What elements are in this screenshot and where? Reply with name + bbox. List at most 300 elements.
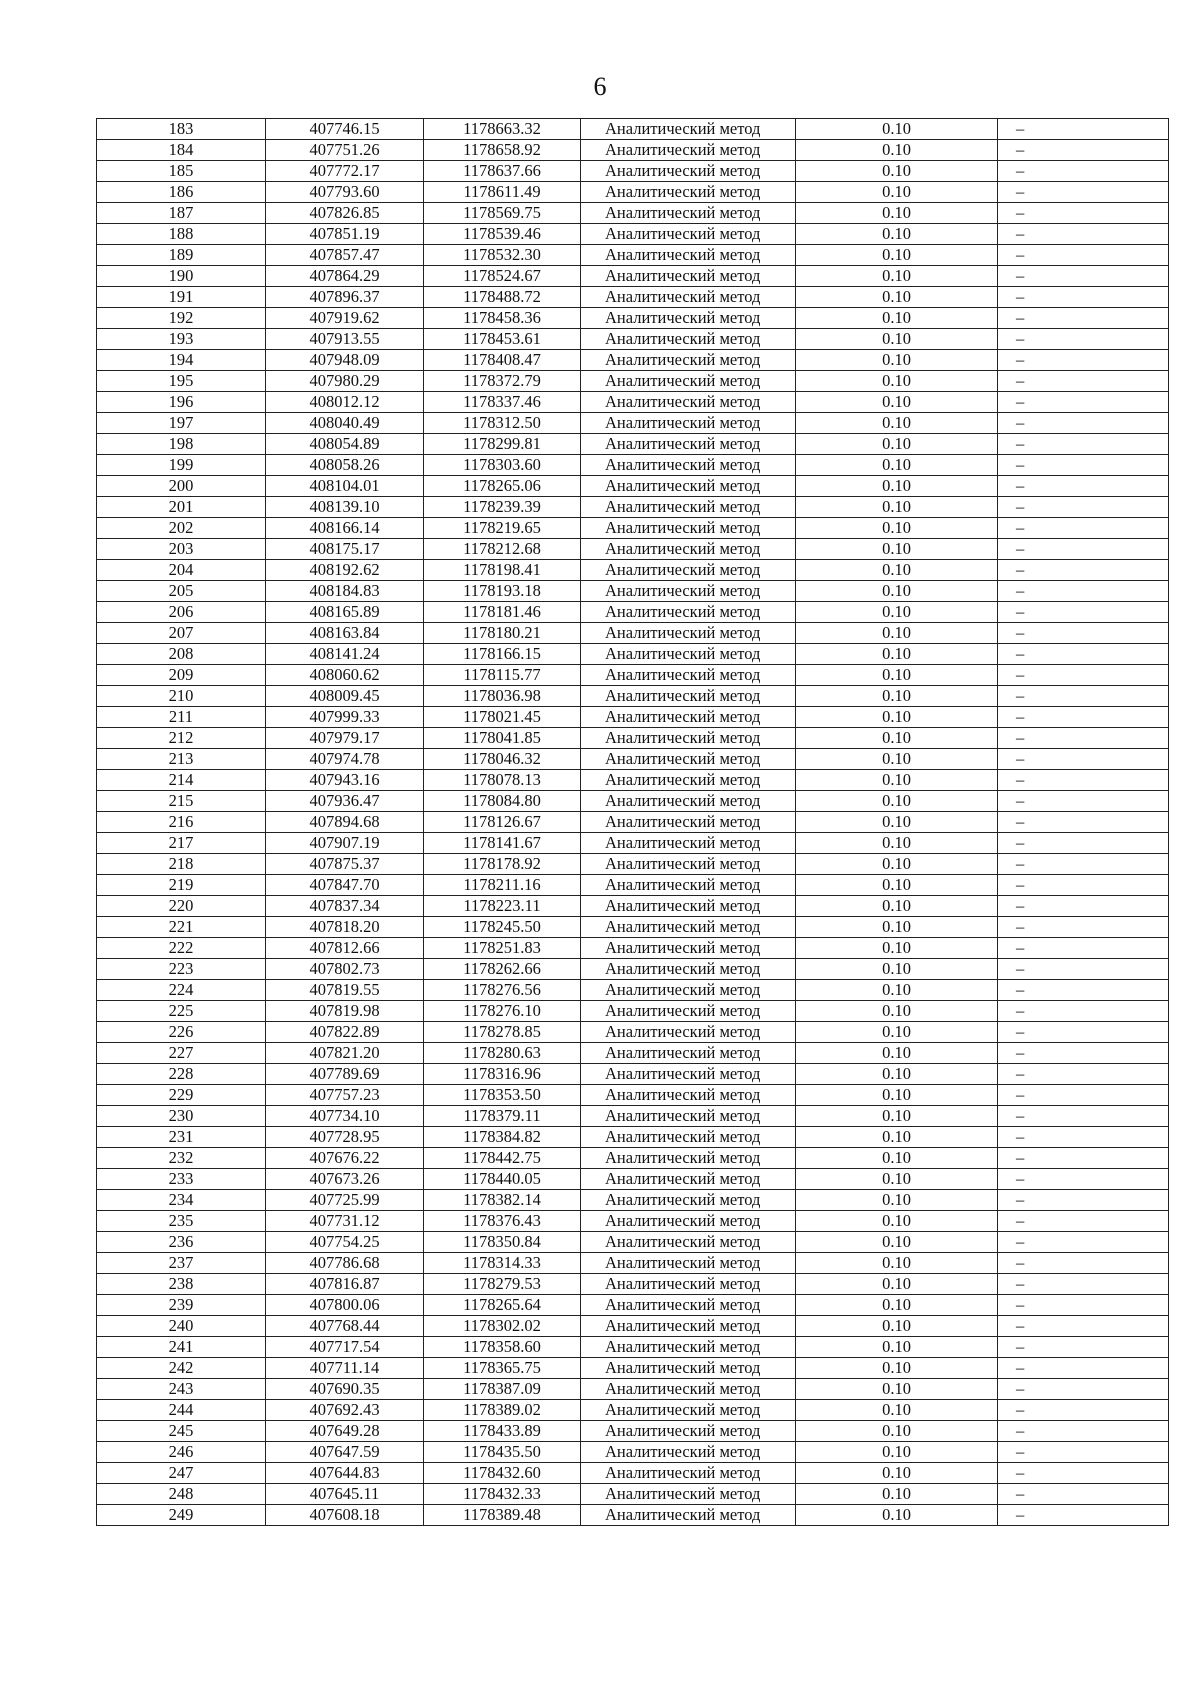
method-cell: Аналитический метод (581, 749, 796, 770)
x-coordinate-cell: 407826.85 (266, 203, 424, 224)
y-coordinate-cell: 1178262.66 (424, 959, 581, 980)
accuracy-cell: 0.10 (796, 770, 998, 791)
x-coordinate-cell: 407692.43 (266, 1400, 424, 1421)
y-coordinate-cell: 1178389.48 (424, 1505, 581, 1526)
y-coordinate-cell: 1178524.67 (424, 266, 581, 287)
point-number-cell: 246 (97, 1442, 266, 1463)
method-cell: Аналитический метод (581, 329, 796, 350)
note-cell: – (998, 917, 1169, 938)
table-row (97, 770, 1169, 791)
point-number-cell: 237 (97, 1253, 266, 1274)
accuracy-cell: 0.10 (796, 1043, 998, 1064)
y-coordinate-cell: 1178223.11 (424, 896, 581, 917)
table-row (97, 413, 1169, 434)
y-coordinate-cell: 1178312.50 (424, 413, 581, 434)
y-coordinate-cell: 1178212.68 (424, 539, 581, 560)
y-coordinate-cell: 1178379.11 (424, 1106, 581, 1127)
x-coordinate-cell: 407819.55 (266, 980, 424, 1001)
note-cell: – (998, 1505, 1169, 1526)
point-number-cell: 218 (97, 854, 266, 875)
x-coordinate-cell: 407857.47 (266, 245, 424, 266)
accuracy-cell: 0.10 (796, 917, 998, 938)
table-row (97, 392, 1169, 413)
point-number-cell: 183 (97, 119, 266, 140)
method-cell: Аналитический метод (581, 1232, 796, 1253)
point-number-cell: 228 (97, 1064, 266, 1085)
accuracy-cell: 0.10 (796, 749, 998, 770)
accuracy-cell: 0.10 (796, 959, 998, 980)
note-cell: – (998, 833, 1169, 854)
accuracy-cell: 0.10 (796, 1505, 998, 1526)
table-row (97, 1106, 1169, 1127)
point-number-cell: 239 (97, 1295, 266, 1316)
method-cell: Аналитический метод (581, 1505, 796, 1526)
method-cell: Аналитический метод (581, 644, 796, 665)
point-number-cell: 243 (97, 1379, 266, 1400)
table-row (97, 980, 1169, 1001)
accuracy-cell: 0.10 (796, 1358, 998, 1379)
note-cell: – (998, 287, 1169, 308)
table-row (97, 791, 1169, 812)
table-row (97, 875, 1169, 896)
accuracy-cell: 0.10 (796, 434, 998, 455)
accuracy-cell: 0.10 (796, 1169, 998, 1190)
accuracy-cell: 0.10 (796, 1253, 998, 1274)
table-row (97, 476, 1169, 497)
note-cell: – (998, 581, 1169, 602)
point-number-cell: 194 (97, 350, 266, 371)
point-number-cell: 207 (97, 623, 266, 644)
note-cell: – (998, 1358, 1169, 1379)
method-cell: Аналитический метод (581, 308, 796, 329)
y-coordinate-cell: 1178384.82 (424, 1127, 581, 1148)
point-number-cell: 236 (97, 1232, 266, 1253)
method-cell: Аналитический метод (581, 833, 796, 854)
note-cell: – (998, 1316, 1169, 1337)
note-cell: – (998, 161, 1169, 182)
note-cell: – (998, 980, 1169, 1001)
table-row (97, 1274, 1169, 1295)
table-row (97, 1400, 1169, 1421)
method-cell: Аналитический метод (581, 1211, 796, 1232)
y-coordinate-cell: 1178211.16 (424, 875, 581, 896)
accuracy-cell: 0.10 (796, 602, 998, 623)
y-coordinate-cell: 1178046.32 (424, 749, 581, 770)
table-row (97, 182, 1169, 203)
y-coordinate-cell: 1178279.53 (424, 1274, 581, 1295)
method-cell: Аналитический метод (581, 1190, 796, 1211)
accuracy-cell: 0.10 (796, 1316, 998, 1337)
y-coordinate-cell: 1178303.60 (424, 455, 581, 476)
table-row (97, 560, 1169, 581)
table-row (97, 1085, 1169, 1106)
method-cell: Аналитический метод (581, 287, 796, 308)
note-cell: – (998, 497, 1169, 518)
point-number-cell: 211 (97, 707, 266, 728)
method-cell: Аналитический метод (581, 938, 796, 959)
point-number-cell: 192 (97, 308, 266, 329)
note-cell: – (998, 1253, 1169, 1274)
note-cell: – (998, 1232, 1169, 1253)
point-number-cell: 202 (97, 518, 266, 539)
point-number-cell: 197 (97, 413, 266, 434)
point-number-cell: 233 (97, 1169, 266, 1190)
point-number-cell: 213 (97, 749, 266, 770)
y-coordinate-cell: 1178193.18 (424, 581, 581, 602)
point-number-cell: 185 (97, 161, 266, 182)
note-cell: – (998, 1169, 1169, 1190)
x-coordinate-cell: 407772.17 (266, 161, 424, 182)
table-row (97, 938, 1169, 959)
note-cell: – (998, 770, 1169, 791)
y-coordinate-cell: 1178637.66 (424, 161, 581, 182)
point-number-cell: 201 (97, 497, 266, 518)
note-cell: – (998, 1379, 1169, 1400)
accuracy-cell: 0.10 (796, 980, 998, 1001)
method-cell: Аналитический метод (581, 1106, 796, 1127)
note-cell: – (998, 1001, 1169, 1022)
table-row (97, 1211, 1169, 1232)
x-coordinate-cell: 408141.24 (266, 644, 424, 665)
accuracy-cell: 0.10 (796, 1295, 998, 1316)
x-coordinate-cell: 407734.10 (266, 1106, 424, 1127)
table-row (97, 665, 1169, 686)
method-cell: Аналитический метод (581, 1148, 796, 1169)
y-coordinate-cell: 1178115.77 (424, 665, 581, 686)
y-coordinate-cell: 1178440.05 (424, 1169, 581, 1190)
method-cell: Аналитический метод (581, 266, 796, 287)
point-number-cell: 203 (97, 539, 266, 560)
x-coordinate-cell: 407847.70 (266, 875, 424, 896)
note-cell: – (998, 350, 1169, 371)
method-cell: Аналитический метод (581, 224, 796, 245)
method-cell: Аналитический метод (581, 1421, 796, 1442)
table-row (97, 1064, 1169, 1085)
note-cell: – (998, 203, 1169, 224)
x-coordinate-cell: 407676.22 (266, 1148, 424, 1169)
point-number-cell: 196 (97, 392, 266, 413)
accuracy-cell: 0.10 (796, 1022, 998, 1043)
note-cell: – (998, 1211, 1169, 1232)
method-cell: Аналитический метод (581, 686, 796, 707)
x-coordinate-cell: 408009.45 (266, 686, 424, 707)
x-coordinate-cell: 407864.29 (266, 266, 424, 287)
table-row (97, 1022, 1169, 1043)
x-coordinate-cell: 407768.44 (266, 1316, 424, 1337)
method-cell: Аналитический метод (581, 1442, 796, 1463)
point-number-cell: 187 (97, 203, 266, 224)
page-number: 6 (593, 72, 607, 101)
x-coordinate-cell: 407936.47 (266, 791, 424, 812)
accuracy-cell: 0.10 (796, 1127, 998, 1148)
note-cell: – (998, 896, 1169, 917)
x-coordinate-cell: 407800.06 (266, 1295, 424, 1316)
y-coordinate-cell: 1178382.14 (424, 1190, 581, 1211)
point-number-cell: 227 (97, 1043, 266, 1064)
y-coordinate-cell: 1178442.75 (424, 1148, 581, 1169)
note-cell: – (998, 1127, 1169, 1148)
accuracy-cell: 0.10 (796, 287, 998, 308)
accuracy-cell: 0.10 (796, 350, 998, 371)
note-cell: – (998, 791, 1169, 812)
point-number-cell: 223 (97, 959, 266, 980)
point-number-cell: 199 (97, 455, 266, 476)
point-number-cell: 235 (97, 1211, 266, 1232)
accuracy-cell: 0.10 (796, 1211, 998, 1232)
method-cell: Аналитический метод (581, 1316, 796, 1337)
table-row (97, 161, 1169, 182)
note-cell: – (998, 224, 1169, 245)
x-coordinate-cell: 407802.73 (266, 959, 424, 980)
method-cell: Аналитический метод (581, 1295, 796, 1316)
x-coordinate-cell: 407979.17 (266, 728, 424, 749)
y-coordinate-cell: 1178302.02 (424, 1316, 581, 1337)
accuracy-cell: 0.10 (796, 518, 998, 539)
note-cell: – (998, 1148, 1169, 1169)
coordinates-table-body (97, 119, 1169, 1526)
note-cell: – (998, 266, 1169, 287)
table-row (97, 1484, 1169, 1505)
method-cell: Аналитический метод (581, 518, 796, 539)
note-cell: – (998, 1064, 1169, 1085)
method-cell: Аналитический метод (581, 959, 796, 980)
table-row (97, 434, 1169, 455)
x-coordinate-cell: 408012.12 (266, 392, 424, 413)
y-coordinate-cell: 1178245.50 (424, 917, 581, 938)
table-row (97, 1295, 1169, 1316)
method-cell: Аналитический метод (581, 392, 796, 413)
accuracy-cell: 0.10 (796, 455, 998, 476)
x-coordinate-cell: 407980.29 (266, 371, 424, 392)
point-number-cell: 217 (97, 833, 266, 854)
table-row (97, 329, 1169, 350)
method-cell: Аналитический метод (581, 1022, 796, 1043)
accuracy-cell: 0.10 (796, 497, 998, 518)
point-number-cell: 229 (97, 1085, 266, 1106)
y-coordinate-cell: 1178251.83 (424, 938, 581, 959)
note-cell: – (998, 518, 1169, 539)
note-cell: – (998, 371, 1169, 392)
point-number-cell: 204 (97, 560, 266, 581)
table-row (97, 245, 1169, 266)
table-row (97, 812, 1169, 833)
y-coordinate-cell: 1178280.63 (424, 1043, 581, 1064)
table-row (97, 308, 1169, 329)
accuracy-cell: 0.10 (796, 1442, 998, 1463)
y-coordinate-cell: 1178198.41 (424, 560, 581, 581)
x-coordinate-cell: 407999.33 (266, 707, 424, 728)
y-coordinate-cell: 1178350.84 (424, 1232, 581, 1253)
x-coordinate-cell: 407896.37 (266, 287, 424, 308)
note-cell: – (998, 1085, 1169, 1106)
method-cell: Аналитический метод (581, 1379, 796, 1400)
table-row (97, 707, 1169, 728)
point-number-cell: 245 (97, 1421, 266, 1442)
table-row (97, 581, 1169, 602)
note-cell: – (998, 854, 1169, 875)
table-row (97, 518, 1169, 539)
y-coordinate-cell: 1178041.85 (424, 728, 581, 749)
point-number-cell: 188 (97, 224, 266, 245)
method-cell: Аналитический метод (581, 1043, 796, 1064)
accuracy-cell: 0.10 (796, 854, 998, 875)
point-number-cell: 214 (97, 770, 266, 791)
note-cell: – (998, 1400, 1169, 1421)
point-number-cell: 230 (97, 1106, 266, 1127)
note-cell: – (998, 644, 1169, 665)
point-number-cell: 225 (97, 1001, 266, 1022)
method-cell: Аналитический метод (581, 161, 796, 182)
method-cell: Аналитический метод (581, 896, 796, 917)
x-coordinate-cell: 407673.26 (266, 1169, 424, 1190)
point-number-cell: 209 (97, 665, 266, 686)
y-coordinate-cell: 1178078.13 (424, 770, 581, 791)
x-coordinate-cell: 408104.01 (266, 476, 424, 497)
y-coordinate-cell: 1178314.33 (424, 1253, 581, 1274)
accuracy-cell: 0.10 (796, 1484, 998, 1505)
table-row (97, 1421, 1169, 1442)
x-coordinate-cell: 408139.10 (266, 497, 424, 518)
table-row (97, 1463, 1169, 1484)
accuracy-cell: 0.10 (796, 119, 998, 140)
table-row (97, 1442, 1169, 1463)
x-coordinate-cell: 407786.68 (266, 1253, 424, 1274)
y-coordinate-cell: 1178276.10 (424, 1001, 581, 1022)
x-coordinate-cell: 408184.83 (266, 581, 424, 602)
x-coordinate-cell: 407913.55 (266, 329, 424, 350)
method-cell: Аналитический метод (581, 350, 796, 371)
y-coordinate-cell: 1178178.92 (424, 854, 581, 875)
y-coordinate-cell: 1178663.32 (424, 119, 581, 140)
table-row (97, 917, 1169, 938)
point-number-cell: 221 (97, 917, 266, 938)
x-coordinate-cell: 408192.62 (266, 560, 424, 581)
point-number-cell: 240 (97, 1316, 266, 1337)
point-number-cell: 205 (97, 581, 266, 602)
accuracy-cell: 0.10 (796, 1064, 998, 1085)
note-cell: – (998, 140, 1169, 161)
x-coordinate-cell: 407789.69 (266, 1064, 424, 1085)
method-cell: Аналитический метод (581, 119, 796, 140)
x-coordinate-cell: 407822.89 (266, 1022, 424, 1043)
method-cell: Аналитический метод (581, 434, 796, 455)
x-coordinate-cell: 407647.59 (266, 1442, 424, 1463)
accuracy-cell: 0.10 (796, 203, 998, 224)
method-cell: Аналитический метод (581, 140, 796, 161)
table-row (97, 1127, 1169, 1148)
point-number-cell: 191 (97, 287, 266, 308)
accuracy-cell: 0.10 (796, 161, 998, 182)
x-coordinate-cell: 407608.18 (266, 1505, 424, 1526)
table-row (97, 1505, 1169, 1526)
y-coordinate-cell: 1178239.39 (424, 497, 581, 518)
point-number-cell: 210 (97, 686, 266, 707)
accuracy-cell: 0.10 (796, 644, 998, 665)
x-coordinate-cell: 408040.49 (266, 413, 424, 434)
table-row (97, 896, 1169, 917)
point-number-cell: 248 (97, 1484, 266, 1505)
note-cell: – (998, 434, 1169, 455)
method-cell: Аналитический метод (581, 539, 796, 560)
x-coordinate-cell: 407812.66 (266, 938, 424, 959)
method-cell: Аналитический метод (581, 581, 796, 602)
y-coordinate-cell: 1178299.81 (424, 434, 581, 455)
x-coordinate-cell: 407728.95 (266, 1127, 424, 1148)
point-number-cell: 222 (97, 938, 266, 959)
table-row (97, 728, 1169, 749)
note-cell: – (998, 812, 1169, 833)
note-cell: – (998, 707, 1169, 728)
note-cell: – (998, 959, 1169, 980)
accuracy-cell: 0.10 (796, 539, 998, 560)
accuracy-cell: 0.10 (796, 896, 998, 917)
y-coordinate-cell: 1178358.60 (424, 1337, 581, 1358)
table-row (97, 959, 1169, 980)
accuracy-cell: 0.10 (796, 1148, 998, 1169)
y-coordinate-cell: 1178126.67 (424, 812, 581, 833)
x-coordinate-cell: 407645.11 (266, 1484, 424, 1505)
accuracy-cell: 0.10 (796, 833, 998, 854)
x-coordinate-cell: 407907.19 (266, 833, 424, 854)
accuracy-cell: 0.10 (796, 1421, 998, 1442)
point-number-cell: 247 (97, 1463, 266, 1484)
table-row (97, 539, 1169, 560)
note-cell: – (998, 665, 1169, 686)
x-coordinate-cell: 407818.20 (266, 917, 424, 938)
x-coordinate-cell: 407821.20 (266, 1043, 424, 1064)
x-coordinate-cell: 408175.17 (266, 539, 424, 560)
note-cell: – (998, 1463, 1169, 1484)
x-coordinate-cell: 407851.19 (266, 224, 424, 245)
note-cell: – (998, 623, 1169, 644)
accuracy-cell: 0.10 (796, 1001, 998, 1022)
x-coordinate-cell: 407751.26 (266, 140, 424, 161)
method-cell: Аналитический метод (581, 1064, 796, 1085)
x-coordinate-cell: 407816.87 (266, 1274, 424, 1295)
point-number-cell: 219 (97, 875, 266, 896)
method-cell: Аналитический метод (581, 812, 796, 833)
method-cell: Аналитический метод (581, 1484, 796, 1505)
x-coordinate-cell: 407644.83 (266, 1463, 424, 1484)
method-cell: Аналитический метод (581, 665, 796, 686)
y-coordinate-cell: 1178036.98 (424, 686, 581, 707)
method-cell: Аналитический метод (581, 1001, 796, 1022)
x-coordinate-cell: 407894.68 (266, 812, 424, 833)
coordinates-table (96, 118, 1169, 1526)
note-cell: – (998, 728, 1169, 749)
table-row (97, 644, 1169, 665)
table-row (97, 623, 1169, 644)
y-coordinate-cell: 1178365.75 (424, 1358, 581, 1379)
x-coordinate-cell: 407819.98 (266, 1001, 424, 1022)
point-number-cell: 206 (97, 602, 266, 623)
x-coordinate-cell: 407690.35 (266, 1379, 424, 1400)
table-row (97, 1232, 1169, 1253)
accuracy-cell: 0.10 (796, 329, 998, 350)
method-cell: Аналитический метод (581, 1169, 796, 1190)
accuracy-cell: 0.10 (796, 1337, 998, 1358)
x-coordinate-cell: 408060.62 (266, 665, 424, 686)
y-coordinate-cell: 1178458.36 (424, 308, 581, 329)
note-cell: – (998, 329, 1169, 350)
y-coordinate-cell: 1178569.75 (424, 203, 581, 224)
point-number-cell: 186 (97, 182, 266, 203)
method-cell: Аналитический метод (581, 560, 796, 581)
note-cell: – (998, 560, 1169, 581)
y-coordinate-cell: 1178278.85 (424, 1022, 581, 1043)
x-coordinate-cell: 407793.60 (266, 182, 424, 203)
y-coordinate-cell: 1178265.64 (424, 1295, 581, 1316)
